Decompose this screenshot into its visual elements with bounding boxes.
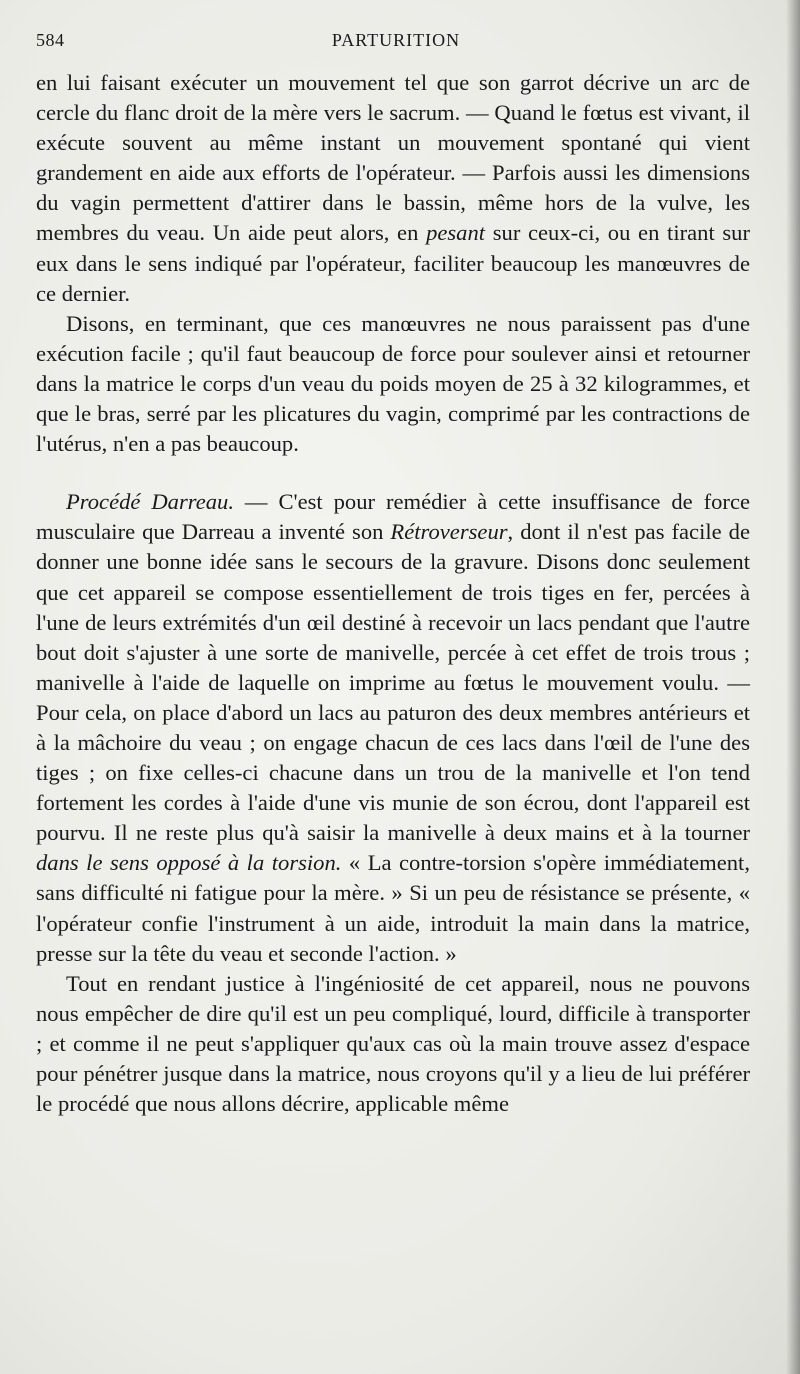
paragraph-text: — C'est pour remédier à cette insuffisance de force musculaire que Darreau a inventé son bbox=[36, 489, 751, 545]
paragraph-text: sur ceux-ci, ou en tirant sur eux dans le sens indiqué par l'opérateur, faciliter beaucoup les manœuvres de ce dernier. bbox=[36, 220, 750, 306]
page-number: 584 bbox=[36, 30, 65, 50]
paragraph-conclusion bbox=[36, 309, 750, 459]
emphasis-text: pesant bbox=[426, 220, 486, 246]
paragraph-assessment bbox=[36, 969, 750, 1119]
page-header bbox=[36, 30, 756, 58]
running-head: PARTURITION bbox=[331, 30, 461, 50]
section-lead: Procédé Darreau. bbox=[66, 489, 234, 515]
body-text bbox=[36, 68, 750, 1119]
page-edge-shadow bbox=[786, 0, 800, 1374]
paragraph-text: Disons, en terminant, que ces manœuvres ne nous paraissent pas d'une exécution facile ; qu'il faut beaucoup de force pour soulever ainsi et retourner dans la matrice le corps d'un veau du poids moyen de 25 à 32 kilogrammes, et que le bras, serré par les plicatures du vagin, comprimé par les contractions de l'utérus, n'en a pas beaucoup. bbox=[36, 310, 750, 457]
emphasis-text: dans le sens opposé à la torsion. bbox=[36, 850, 342, 876]
paragraph-text: , dont il n'est pas facile de donner une bonne idée sans le secours de la gravure. Disons donc seulement que cet appareil se compose essentiellement de trois tiges en fer, percées à l'une de leurs extrémités d'un œil destiné à recevoir un lacs pendant que l'autre bout doit s'ajuster à une sorte de manivelle, percée à cet effet de trois trous ; manivelle à l'aide de laquelle on imprime au fœtus le mouvement voulu. — Pour cela, on place d'abord un lacs au paturon des deux membres antérieurs et à la mâchoire du veau ; on engage chacun de ces lacs dans l'œil de l'une des tiges ; on fixe celles-ci chacune dans un trou de la manivelle et l'on tend fortement les cordes à l'aide d'une vis munie de son écrou, dont l'appareil est pourvu. Il ne reste plus qu'à saisir la manivelle à deux mains et à la tourner bbox=[36, 519, 750, 846]
paragraph-text: en lui faisant exécuter un mouvement tel que son garrot décrive un arc de cercle du flanc droit de la mère vers le sacrum. — Quand le fœtus est vivant, il exécute souvent au même instant un mouvement spontané qui vient grandement en aide aux efforts de l'opérateur. — Parfois aussi les dimensions du vagin permettent d'attirer dans le bassin, même hors de la vulve, les membres du veau. Un aide peut alors, en bbox=[36, 70, 750, 246]
device-name: Rétroverseur bbox=[390, 519, 508, 545]
paragraph-continued bbox=[36, 68, 750, 309]
paragraph-text: Tout en rendant justice à l'ingéniosité de cet appareil, nous ne pouvons nous empêcher de dire qu'il est un peu compliqué, lourd, difficile à transporter ; et comme il ne peut s'appliquer qu'aux cas où la main trouve assez d'espace pour pénétrer jusque dans la matrice, nous croyons qu'il y a lieu de lui préférer le procédé que nous allons décrire, applicable même bbox=[36, 970, 750, 1117]
paragraph-text: « La contre-torsion s'opère immédiatement, sans difficulté ni fatigue pour la mère. » Si un peu de résistance se présente, « l'opérateur confie l'instrument à un aide, introduit la main dans la matrice, presse sur la tête du veau et seconde l'action. » bbox=[36, 850, 750, 966]
paragraph-darreau bbox=[36, 487, 750, 969]
